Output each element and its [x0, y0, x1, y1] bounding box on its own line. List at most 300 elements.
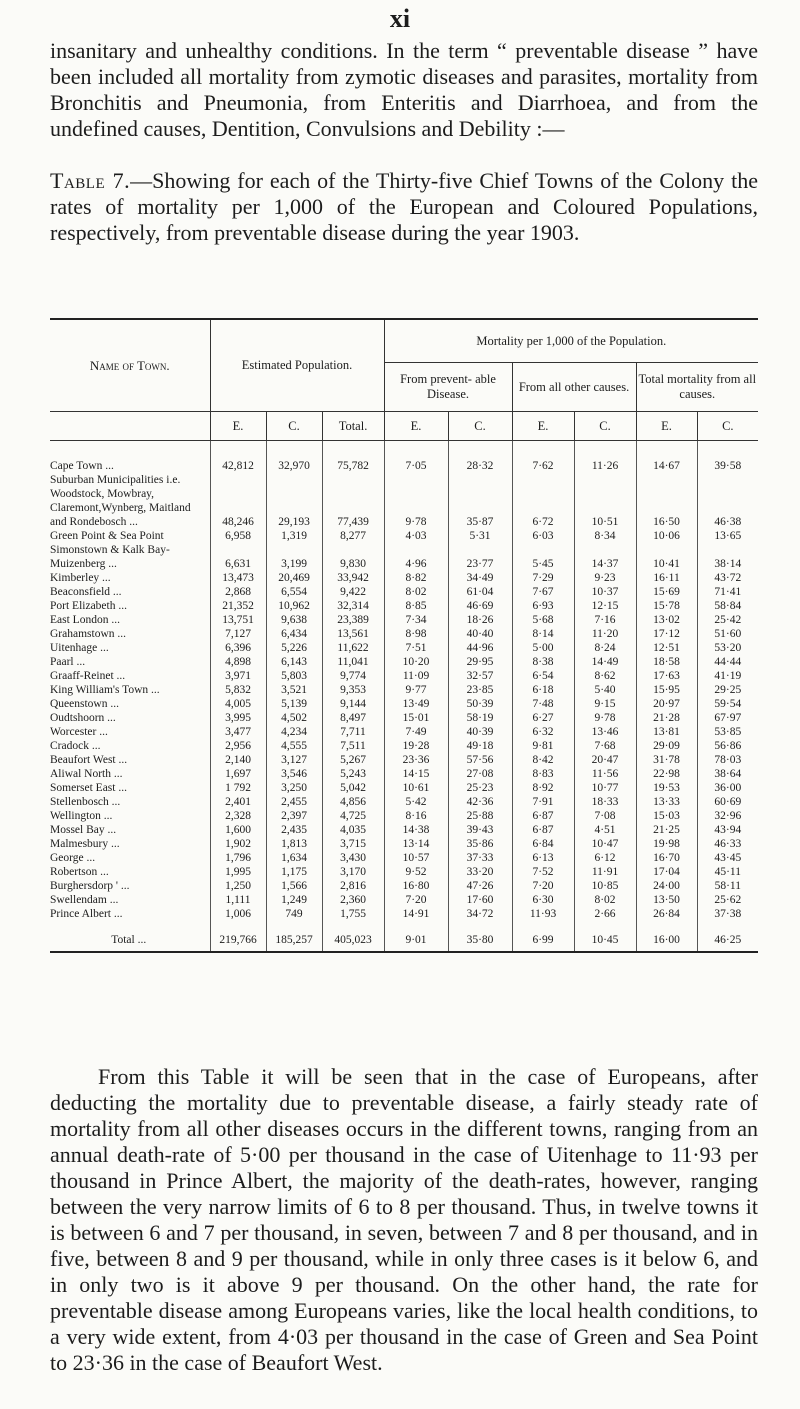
cell-pop-total: 4,035 — [322, 823, 384, 837]
cell-total-e: 10·06 — [636, 529, 697, 543]
cell-total-c: 43·45 — [697, 851, 758, 865]
cell-prev-c: 25·23 — [448, 781, 512, 795]
cell-prev-e: 11·09 — [384, 669, 448, 683]
cell-pop-e: 13,473 — [210, 571, 266, 585]
cell-town-name: Port Elizabeth ... — [50, 600, 127, 612]
page-number: xi — [389, 4, 411, 33]
total-total-e: 16·00 — [636, 931, 697, 952]
cell-pop-c: 5,803 — [266, 669, 322, 683]
cell-pop-e: 6,631 — [210, 543, 266, 571]
cell-other-c: 11·26 — [574, 459, 636, 473]
header-prev-c: C. — [448, 412, 512, 441]
cell-other-e: 6·18 — [512, 683, 574, 697]
cell-pop-e: 4,898 — [210, 655, 266, 669]
cell-pop-e: 1 792 — [210, 781, 266, 795]
header-other-c: C. — [574, 412, 636, 441]
cell-pop-c: 5,139 — [266, 697, 322, 711]
cell-town-name: George ... — [50, 852, 96, 864]
table-row — [50, 459, 758, 473]
total-pop-e: 219,766 — [210, 931, 266, 952]
cell-total-c: 13·65 — [697, 529, 758, 543]
cell-other-c: 8·62 — [574, 669, 636, 683]
cell-pop-e: 1,111 — [210, 893, 266, 907]
cell-pop-total: 7,711 — [322, 725, 384, 739]
cell-other-e: 6·93 — [512, 599, 574, 613]
cell-pop-total: 9,353 — [322, 683, 384, 697]
cell-other-e: 8·92 — [512, 781, 574, 795]
cell-prev-c: 35·86 — [448, 837, 512, 851]
cell-town-name: Grahamstown ... — [50, 628, 127, 640]
cell-prev-e: 8·82 — [384, 571, 448, 585]
cell-pop-c: 3,199 — [266, 543, 322, 571]
cell-pop-e: 1,796 — [210, 851, 266, 865]
cell-pop-total: 23,389 — [322, 613, 384, 627]
cell-total-c: 32·96 — [697, 809, 758, 823]
cell-prev-e: 8·98 — [384, 627, 448, 641]
table-row — [50, 767, 758, 781]
cell-prev-c: 58·19 — [448, 711, 512, 725]
header-pop-total: Total. — [322, 412, 384, 441]
cell-prev-c: 42·36 — [448, 795, 512, 809]
cell-other-c: 11·20 — [574, 627, 636, 641]
header-blank — [50, 412, 210, 441]
cell-total-e: 19·53 — [636, 781, 697, 795]
cell-pop-total: 5,042 — [322, 781, 384, 795]
cell-prev-e: 9·77 — [384, 683, 448, 697]
total-town-name: Total ... — [111, 934, 147, 946]
cell-prev-e: 7·20 — [384, 893, 448, 907]
cell-pop-total: 7,511 — [322, 739, 384, 753]
header-preventable-disease: From prevent- able Disease. — [384, 363, 512, 412]
cell-other-c: 2·66 — [574, 907, 636, 921]
cell-prev-c: 34·49 — [448, 571, 512, 585]
cell-total-c: 46·33 — [697, 837, 758, 851]
cell-other-c: 20·47 — [574, 753, 636, 767]
cell-total-e: 10·41 — [636, 543, 697, 571]
cell-prev-c: 18·26 — [448, 613, 512, 627]
cell-prev-c: 33·20 — [448, 865, 512, 879]
table-row — [50, 613, 758, 627]
header-total-c: C. — [697, 412, 758, 441]
cell-pop-c: 3,250 — [266, 781, 322, 795]
cell-prev-e: 9·78 — [384, 473, 448, 529]
cell-other-e: 7·29 — [512, 571, 574, 585]
header-other-causes: From all other causes. — [512, 363, 636, 412]
cell-pop-e: 1,006 — [210, 907, 266, 921]
table-row — [50, 543, 758, 571]
cell-prev-c: 44·96 — [448, 641, 512, 655]
cell-prev-c: 23·77 — [448, 543, 512, 571]
cell-total-c: 29·25 — [697, 683, 758, 697]
cell-total-e: 15·69 — [636, 585, 697, 599]
cell-other-c: 10·77 — [574, 781, 636, 795]
cell-prev-c: 61·04 — [448, 585, 512, 599]
cell-other-c: 4·51 — [574, 823, 636, 837]
cell-pop-c: 1,566 — [266, 879, 322, 893]
cell-total-e: 14·67 — [636, 459, 697, 473]
cell-other-c: 14·49 — [574, 655, 636, 669]
cell-total-e: 15·03 — [636, 809, 697, 823]
cell-total-c: 67·97 — [697, 711, 758, 725]
table-row — [50, 697, 758, 711]
cell-pop-c: 6,143 — [266, 655, 322, 669]
cell-pop-e: 1,902 — [210, 837, 266, 851]
cell-prev-e: 10·57 — [384, 851, 448, 865]
cell-prev-e: 7·05 — [384, 459, 448, 473]
table-row — [50, 683, 758, 697]
cell-other-c: 8·24 — [574, 641, 636, 655]
table-row — [50, 753, 758, 767]
cell-pop-e: 2,140 — [210, 753, 266, 767]
cell-prev-e: 4·03 — [384, 529, 448, 543]
cell-other-c: 7·08 — [574, 809, 636, 823]
cell-prev-e: 14·91 — [384, 907, 448, 921]
cell-other-e: 6·32 — [512, 725, 574, 739]
cell-pop-c: 6,434 — [266, 627, 322, 641]
cell-other-c: 9·15 — [574, 697, 636, 711]
spacer-row — [50, 921, 758, 931]
cell-pop-c: 1,634 — [266, 851, 322, 865]
cell-prev-c: 39·43 — [448, 823, 512, 837]
cell-pop-total: 9,830 — [322, 543, 384, 571]
cell-pop-c: 1,319 — [266, 529, 322, 543]
cell-other-e: 6·72 — [512, 473, 574, 529]
cell-prev-e: 13·14 — [384, 837, 448, 851]
cell-total-e: 15·95 — [636, 683, 697, 697]
table-row — [50, 655, 758, 669]
cell-other-c: 10·51 — [574, 473, 636, 529]
cell-pop-c: 4,502 — [266, 711, 322, 725]
cell-pop-e: 21,352 — [210, 599, 266, 613]
table-caption-text: —Showing for each of the Thirty-five Chief Towns of the Colony the rates of mortality per 1,000 of the European and Coloured Populations, respectively, from preventable disease during the year 1903. — [50, 168, 758, 245]
cell-prev-e: 8·02 — [384, 585, 448, 599]
header-total-mortality: Total mortality from all causes. — [636, 363, 758, 412]
table-row — [50, 571, 758, 585]
cell-pop-total: 4,725 — [322, 809, 384, 823]
cell-other-c: 6·12 — [574, 851, 636, 865]
cell-town-name: Cradock ... — [50, 740, 101, 752]
cell-total-e: 13·50 — [636, 893, 697, 907]
table-row — [50, 473, 758, 529]
total-pop-total: 405,023 — [322, 931, 384, 952]
cell-total-e: 17·12 — [636, 627, 697, 641]
cell-total-e: 21·25 — [636, 823, 697, 837]
cell-pop-e: 1,995 — [210, 865, 266, 879]
cell-prev-c: 17·60 — [448, 893, 512, 907]
cell-total-c: 25·62 — [697, 893, 758, 907]
cell-prev-e: 4·96 — [384, 543, 448, 571]
cell-total-e: 19·98 — [636, 837, 697, 851]
cell-other-e: 8·38 — [512, 655, 574, 669]
cell-pop-e: 5,832 — [210, 683, 266, 697]
cell-prev-c: 57·56 — [448, 753, 512, 767]
cell-total-c: 78·03 — [697, 753, 758, 767]
cell-town-name: Queenstown ... — [50, 698, 119, 710]
cell-pop-e: 1,600 — [210, 823, 266, 837]
cell-town-name: Green Point & Sea Point — [50, 530, 164, 542]
cell-other-c: 10·85 — [574, 879, 636, 893]
cell-total-c: 37·38 — [697, 907, 758, 921]
cell-town-name: Wellington ... — [50, 810, 113, 822]
table-row — [50, 669, 758, 683]
cell-other-e: 6·03 — [512, 529, 574, 543]
cell-total-c: 53·20 — [697, 641, 758, 655]
cell-pop-c: 4,234 — [266, 725, 322, 739]
cell-pop-e: 2,328 — [210, 809, 266, 823]
cell-pop-total: 3,715 — [322, 837, 384, 851]
table-row — [50, 739, 758, 753]
table-row — [50, 529, 758, 543]
cell-pop-e: 2,956 — [210, 739, 266, 753]
cell-pop-c: 3,546 — [266, 767, 322, 781]
table-row — [50, 865, 758, 879]
cell-pop-e: 2,868 — [210, 585, 266, 599]
cell-prev-e: 10·20 — [384, 655, 448, 669]
cell-other-c: 7·16 — [574, 613, 636, 627]
cell-town-name: Stellenbosch ... — [50, 796, 121, 808]
cell-total-c: 43·94 — [697, 823, 758, 837]
cell-pop-total: 3,430 — [322, 851, 384, 865]
cell-other-e: 9·81 — [512, 739, 574, 753]
cell-prev-e: 9·52 — [384, 865, 448, 879]
table-row — [50, 725, 758, 739]
cell-total-e: 18·58 — [636, 655, 697, 669]
cell-other-e: 6·13 — [512, 851, 574, 865]
cell-prev-e: 10·61 — [384, 781, 448, 795]
cell-prev-e: 19·28 — [384, 739, 448, 753]
cell-prev-c: 34·72 — [448, 907, 512, 921]
cell-pop-c: 9,638 — [266, 613, 322, 627]
cell-total-e: 15·78 — [636, 599, 697, 613]
cell-pop-total: 9,422 — [322, 585, 384, 599]
cell-pop-total: 11,041 — [322, 655, 384, 669]
table-row — [50, 837, 758, 851]
cell-other-e: 6·27 — [512, 711, 574, 725]
cell-other-e: 8·14 — [512, 627, 574, 641]
cell-pop-e: 4,005 — [210, 697, 266, 711]
cell-pop-c: 1,813 — [266, 837, 322, 851]
table-row — [50, 823, 758, 837]
cell-prev-c: 37·33 — [448, 851, 512, 865]
cell-town-name: Paarl ... — [50, 656, 86, 668]
total-prev-e: 9·01 — [384, 931, 448, 952]
cell-prev-c: 40·40 — [448, 627, 512, 641]
cell-pop-total: 2,816 — [322, 879, 384, 893]
cell-pop-e: 13,751 — [210, 613, 266, 627]
cell-pop-c: 2,455 — [266, 795, 322, 809]
cell-total-c: 46·38 — [697, 473, 758, 529]
cell-pop-e: 1,697 — [210, 767, 266, 781]
cell-other-c: 12·15 — [574, 599, 636, 613]
cell-total-c: 58·11 — [697, 879, 758, 893]
cell-pop-total: 11,622 — [322, 641, 384, 655]
cell-other-e: 7·62 — [512, 459, 574, 473]
cell-total-c: 38·14 — [697, 543, 758, 571]
table-row — [50, 711, 758, 725]
cell-other-c: 14·37 — [574, 543, 636, 571]
cell-prev-c: 28·32 — [448, 459, 512, 473]
header-mortality: Mortality per 1,000 of the Population. — [384, 319, 758, 363]
cell-pop-e: 7,127 — [210, 627, 266, 641]
cell-pop-c: 10,962 — [266, 599, 322, 613]
cell-other-e: 11·93 — [512, 907, 574, 921]
table-row — [50, 907, 758, 921]
table-caption — [50, 168, 758, 246]
cell-total-c: 38·64 — [697, 767, 758, 781]
cell-pop-total: 77,439 — [322, 473, 384, 529]
cell-prev-c: 46·69 — [448, 599, 512, 613]
cell-town-name: Beaufort West ... — [50, 754, 128, 766]
header-name-of-town: Name of Town. — [50, 319, 210, 412]
cell-town-name: Oudtshoorn ... — [50, 712, 116, 724]
cell-total-c: 36·00 — [697, 781, 758, 795]
cell-prev-e: 14·38 — [384, 823, 448, 837]
cell-prev-c: 23·85 — [448, 683, 512, 697]
cell-prev-e: 8·16 — [384, 809, 448, 823]
header-prev-e: E. — [384, 412, 448, 441]
cell-total-e: 26·84 — [636, 907, 697, 921]
cell-prev-c: 32·57 — [448, 669, 512, 683]
cell-total-e: 29·09 — [636, 739, 697, 753]
cell-total-e: 24·00 — [636, 879, 697, 893]
cell-pop-c: 5,226 — [266, 641, 322, 655]
total-total-c: 46·25 — [697, 931, 758, 952]
cell-total-c: 44·44 — [697, 655, 758, 669]
mortality-table — [50, 318, 758, 953]
cell-pop-total: 32,314 — [322, 599, 384, 613]
cell-town-name: King William's Town ... — [50, 684, 160, 696]
cell-other-c: 8·34 — [574, 529, 636, 543]
header-total-e: E. — [636, 412, 697, 441]
cell-pop-e: 3,995 — [210, 711, 266, 725]
cell-town-name: Prince Albert ... — [50, 908, 123, 920]
cell-prev-c: 27·08 — [448, 767, 512, 781]
cell-pop-total: 5,267 — [322, 753, 384, 767]
cell-prev-c: 50·39 — [448, 697, 512, 711]
cell-pop-c: 1,175 — [266, 865, 322, 879]
table-row — [50, 809, 758, 823]
table-row — [50, 781, 758, 795]
cell-prev-e: 16·80 — [384, 879, 448, 893]
cell-pop-total: 1,755 — [322, 907, 384, 921]
cell-total-e: 13·81 — [636, 725, 697, 739]
table-caption-label: Table 7. — [50, 168, 131, 193]
table-row — [50, 627, 758, 641]
cell-town-name: Graaff-Reinet ... — [50, 670, 126, 682]
header-estimated-population: Estimated Population. — [210, 319, 384, 412]
cell-pop-c: 29,193 — [266, 473, 322, 529]
cell-prev-c: 49·18 — [448, 739, 512, 753]
cell-total-c: 43·72 — [697, 571, 758, 585]
table-row — [50, 851, 758, 865]
cell-total-c: 60·69 — [697, 795, 758, 809]
cell-pop-e: 6,958 — [210, 529, 266, 543]
cell-total-c: 51·60 — [697, 627, 758, 641]
cell-prev-e: 7·49 — [384, 725, 448, 739]
table-row — [50, 585, 758, 599]
cell-pop-total: 2,360 — [322, 893, 384, 907]
mortality-table-wrapper — [50, 318, 758, 953]
cell-other-e: 6·30 — [512, 893, 574, 907]
table-row — [50, 893, 758, 907]
cell-total-e: 13·33 — [636, 795, 697, 809]
cell-town-name: Worcester ... — [50, 726, 108, 738]
cell-prev-e: 5·42 — [384, 795, 448, 809]
cell-pop-c: 3,127 — [266, 753, 322, 767]
cell-total-c: 25·42 — [697, 613, 758, 627]
cell-other-e: 8·83 — [512, 767, 574, 781]
outro-paragraph: From this Table it will be seen that in the case of Europeans, after deducting the mortality due to preventable disease, a fairly steady rate of mortality from all other diseases occurs in the different towns, ranging from an annual death-rate of 5·00 per thousand in the case of Uitenhage to 11·93 per thousand in Prince Albert, the majority of the death-rates, however, ranging between the very narrow limits of 6 to 8 per thousand. Thus, in twelve towns it is between 6 and 7 per thousand, in seven, between 7 and 8 per thousand, and in five, between 8 and 9 per thousand, while in only three cases is it below 6, and in only two is it above 9 per thousand. On the other hand, the rate for preventable disease among Europeans varies, like the local health conditions, to a very wide extent, from 4·03 per thousand in the case of Green and Sea Point to 23·36 in the case of Beaufort West. — [50, 1064, 758, 1375]
table-row — [50, 795, 758, 809]
cell-pop-e: 6,396 — [210, 641, 266, 655]
cell-total-c: 59·54 — [697, 697, 758, 711]
table-row — [50, 599, 758, 613]
cell-town-name: Mossel Bay ... — [50, 824, 117, 836]
cell-pop-c: 6,554 — [266, 585, 322, 599]
cell-other-e: 6·54 — [512, 669, 574, 683]
cell-other-c: 8·02 — [574, 893, 636, 907]
cell-other-e: 5·68 — [512, 613, 574, 627]
header-pop-e: E. — [210, 412, 266, 441]
cell-pop-e: 1,250 — [210, 879, 266, 893]
cell-total-e: 16·70 — [636, 851, 697, 865]
cell-total-c: 39·58 — [697, 459, 758, 473]
cell-pop-total: 9,774 — [322, 669, 384, 683]
header-pop-c: C. — [266, 412, 322, 441]
cell-prev-e: 23·36 — [384, 753, 448, 767]
cell-town-name: Swellendam ... — [50, 894, 119, 906]
cell-town-name: Cape Town ... — [50, 460, 114, 472]
cell-prev-e: 7·34 — [384, 613, 448, 627]
cell-prev-e: 8·85 — [384, 599, 448, 613]
cell-other-e: 8·42 — [512, 753, 574, 767]
cell-total-c: 53·85 — [697, 725, 758, 739]
cell-other-e: 5·45 — [512, 543, 574, 571]
cell-prev-c: 5·31 — [448, 529, 512, 543]
cell-other-c: 9·78 — [574, 711, 636, 725]
cell-prev-c: 25·88 — [448, 809, 512, 823]
cell-other-c: 11·91 — [574, 865, 636, 879]
cell-total-e: 17·04 — [636, 865, 697, 879]
intro-paragraph: insanitary and unhealthy conditions. In the term “ preventable disease ” have been included all mortality from zymotic diseases and parasites, mortality from Bronchitis and Pneumonia, from Enteritis and Diarrhoea, and from the undefined causes, Dentition, Convulsions and Debility :— — [50, 38, 758, 141]
cell-other-c: 5·40 — [574, 683, 636, 697]
total-pop-c: 185,257 — [266, 931, 322, 952]
cell-other-c: 7·68 — [574, 739, 636, 753]
cell-total-c: 71·41 — [697, 585, 758, 599]
cell-other-e: 7·48 — [512, 697, 574, 711]
cell-prev-e: 7·51 — [384, 641, 448, 655]
cell-pop-total: 9,144 — [322, 697, 384, 711]
cell-total-c: 58·84 — [697, 599, 758, 613]
cell-other-e: 7·91 — [512, 795, 574, 809]
cell-pop-c: 20,469 — [266, 571, 322, 585]
cell-other-c: 9·23 — [574, 571, 636, 585]
cell-pop-c: 749 — [266, 907, 322, 921]
cell-pop-c: 1,249 — [266, 893, 322, 907]
cell-other-e: 7·20 — [512, 879, 574, 893]
table-body — [50, 441, 758, 953]
cell-total-e: 31·78 — [636, 753, 697, 767]
table-row — [50, 879, 758, 893]
cell-pop-total: 5,243 — [322, 767, 384, 781]
cell-total-e: 17·63 — [636, 669, 697, 683]
cell-other-e: 6·84 — [512, 837, 574, 851]
cell-prev-c: 29·95 — [448, 655, 512, 669]
cell-town-name: Robertson ... — [50, 866, 109, 878]
cell-other-c: 13·46 — [574, 725, 636, 739]
total-other-e: 6·99 — [512, 931, 574, 952]
cell-prev-e: 14·15 — [384, 767, 448, 781]
